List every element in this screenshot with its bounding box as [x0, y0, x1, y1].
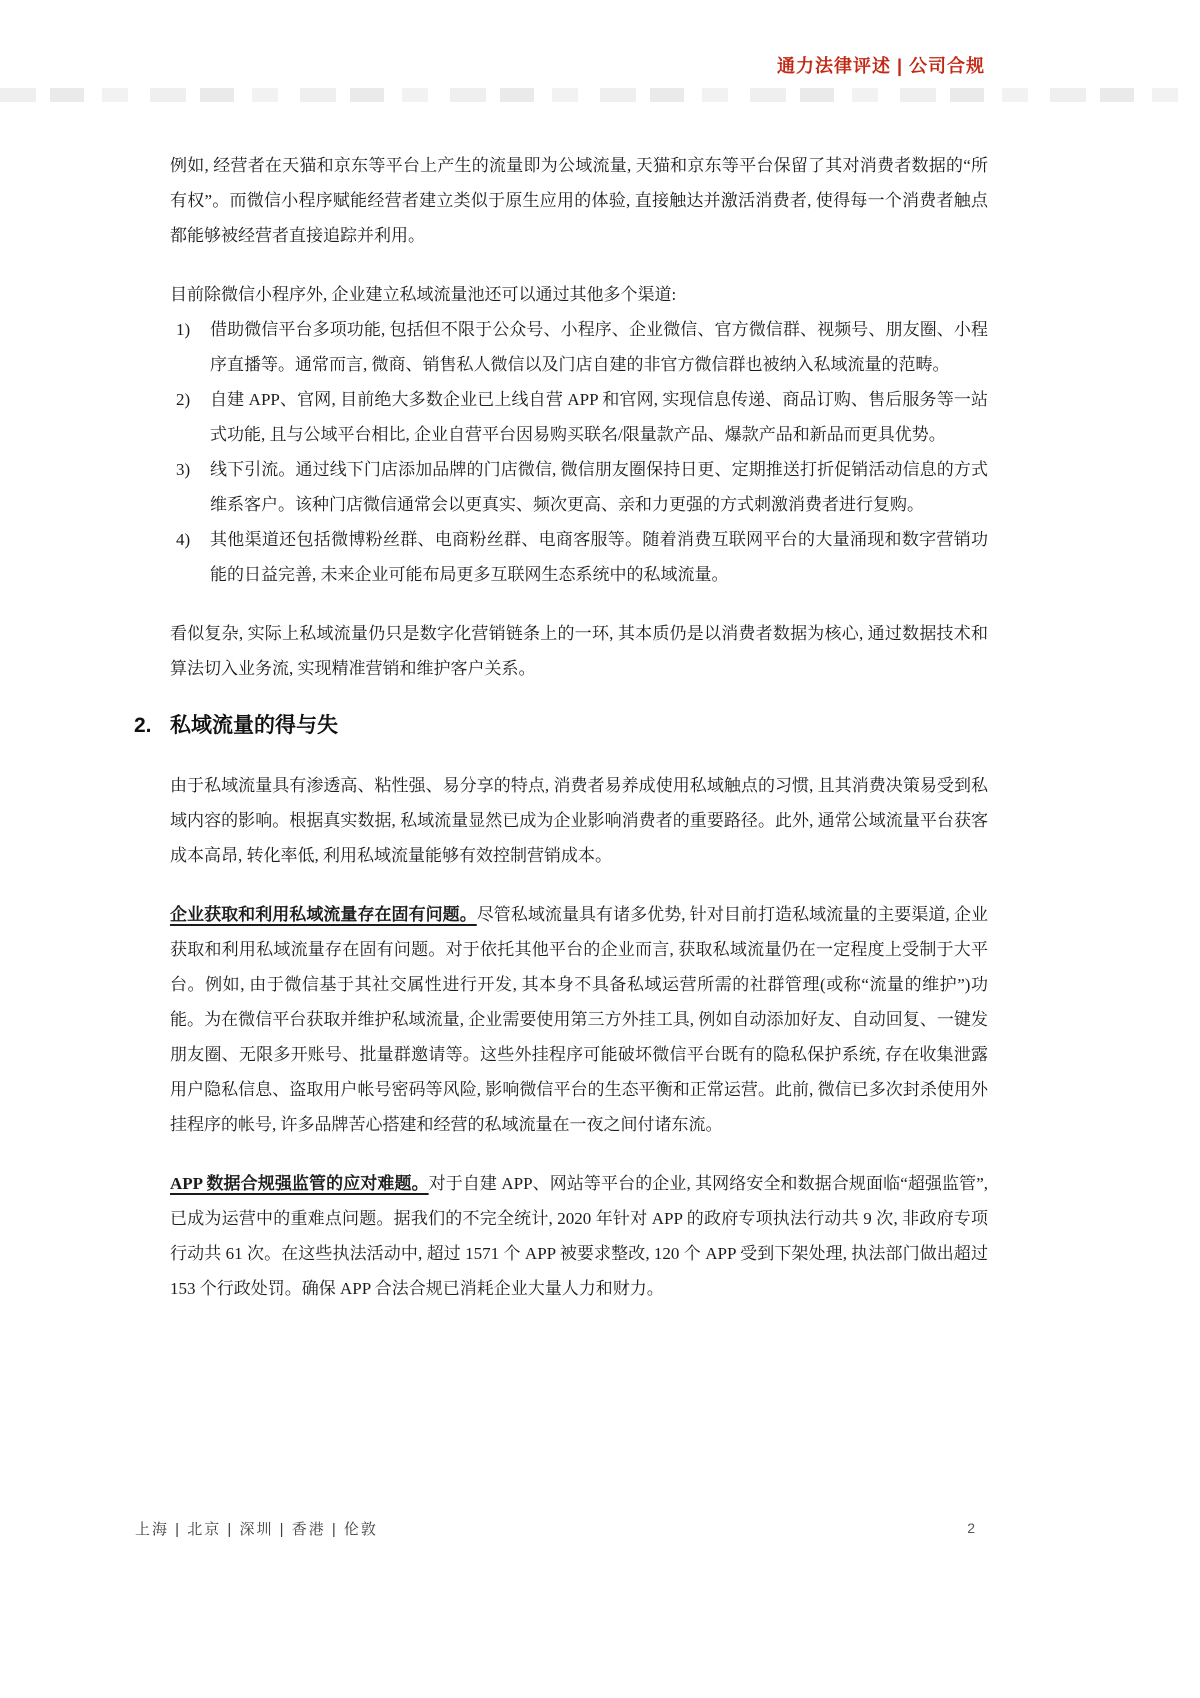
list-item [170, 312, 988, 382]
page-number: 2 [967, 1520, 975, 1536]
list-item-text: 借助微信平台多项功能, 包括但不限于公众号、小程序、企业微信、官方微信群、视频号、朋友圈、小程序直播等。通常而言, 微商、销售私人微信以及门店自建的非官方微信群也被纳入私域流量的范畴。 [210, 320, 988, 374]
list-item [170, 452, 988, 522]
scan-artifact-strip [0, 88, 1200, 102]
paragraph-advantages: 由于私域流量具有渗透高、粘性强、易分享的特点, 消费者易养成使用私域触点的习惯, 且其消费决策易受到私域内容的影响。根据真实数据, 私域流量显然已成为企业影响消费者的重要路径。此外, 通常公域流量平台获客成本高昂, 转化率低, 利用私域流量能够有效控制营销成本。 [170, 776, 988, 865]
section-title: 私域流量的得与失 [170, 714, 338, 737]
list-item-number: 4) [176, 530, 191, 549]
section-number: 2. [134, 714, 152, 737]
paragraph-channels-intro: 目前除微信小程序外, 企业建立私域流量池还可以通过其他多个渠道: [170, 285, 677, 304]
channels-list [170, 312, 988, 592]
list-item-number: 3) [176, 460, 191, 479]
paragraph-problem [170, 897, 988, 1142]
footer-office-locations: 上海 | 北京 | 深圳 | 香港 | 伦敦 [135, 1521, 378, 1538]
paragraph-summary: 看似复杂, 实际上私域流量仍只是数字化营销链条上的一环, 其本质仍是以消费者数据为核心, 通过数据技术和算法切入业务流, 实现精准营销和维护客户关系。 [170, 624, 988, 678]
section-heading [134, 710, 988, 742]
list-item-text: 其他渠道还包括微博粉丝群、电商粉丝群、电商客服等。随着消费互联网平台的大量涌现和数字营销功能的日益完善, 未来企业可能布局更多互联网生态系统中的私域流量。 [210, 530, 988, 584]
paragraph-app-lead: APP 数据合规强监管的应对难题。 [170, 1174, 429, 1193]
list-item [170, 522, 988, 592]
list-item-text: 自建 APP、官网, 目前绝大多数企业已上线自营 APP 和官网, 实现信息传递、商品订购、售后服务等一站式功能, 且与公域平台相比, 企业自营平台因易购买联名/限量款产品、爆款产品和新品而更具优势。 [210, 390, 988, 444]
paragraph-intro: 例如, 经营者在天猫和京东等平台上产生的流量即为公域流量, 天猫和京东等平台保留了其对消费者数据的“所有权”。而微信小程序赋能经营者建立类似于原生应用的体验, 直接触达并激活消费者, 使得每一个消费者触点都能够被经营者直接追踪并利用。 [170, 156, 988, 245]
paragraph-problem-body: 尽管私域流量具有诸多优势, 针对目前打造私域流量的主要渠道, 企业获取和利用私域流量存在固有问题。对于依托其他平台的企业而言, 获取私域流量仍在一定程度上受制于大平台。例如, 由于微信基于其社交属性进行开发, 其本身不具备私域运营所需的社群管理(或称“流量的维护”)功能。为在微信平台获取并维护私域流量, 企业需要使用第三方外挂工具, 例如自动添加好友、自动回复、一键发朋友圈、无限多开账号、批量群邀请等。这些外挂程序可能破坏微信平台既有的隐私保护系统, 存在收集泄露用户隐私信息、盗取用户帐号密码等风险, 影响微信平台的生态平衡和正常运营。此前, 微信已多次封杀使用外挂程序的帐号, 许多品牌苦心搭建和经营的私域流量在一夜之间付诸东流。 [170, 905, 988, 1134]
paragraph-problem-lead: 企业获取和利用私域流量存在固有问题。 [170, 905, 477, 924]
list-item-number: 2) [176, 390, 191, 409]
page-header-title: 通力法律评述 | 公司合规 [776, 56, 985, 76]
paragraph-app-body: 对于自建 APP、网站等平台的企业, 其网络安全和数据合规面临“超强监管”, 已成为运营中的重难点问题。据我们的不完全统计, 2020 年针对 APP 的政府专项执法行动共 9 次, 非政府专项行动共 61 次。在这些执法活动中, 超过 1571 个 APP 被要求整改, 120 个 APP 受到下架处理, 执法部门做出超过 153 个行政处罚。确保 APP 合法合规已消耗企业大量人力和财力。 [170, 1174, 988, 1298]
paragraph-app [170, 1166, 988, 1306]
list-item [170, 382, 988, 452]
list-item-number: 1) [176, 320, 191, 339]
document-body [134, 148, 988, 1306]
list-item-text: 线下引流。通过线下门店添加品牌的门店微信, 微信朋友圈保持日更、定期推送打折促销活动信息的方式维系客户。该种门店微信通常会以更真实、频次更高、亲和力更强的方式刺激消费者进行复购。 [210, 460, 988, 514]
